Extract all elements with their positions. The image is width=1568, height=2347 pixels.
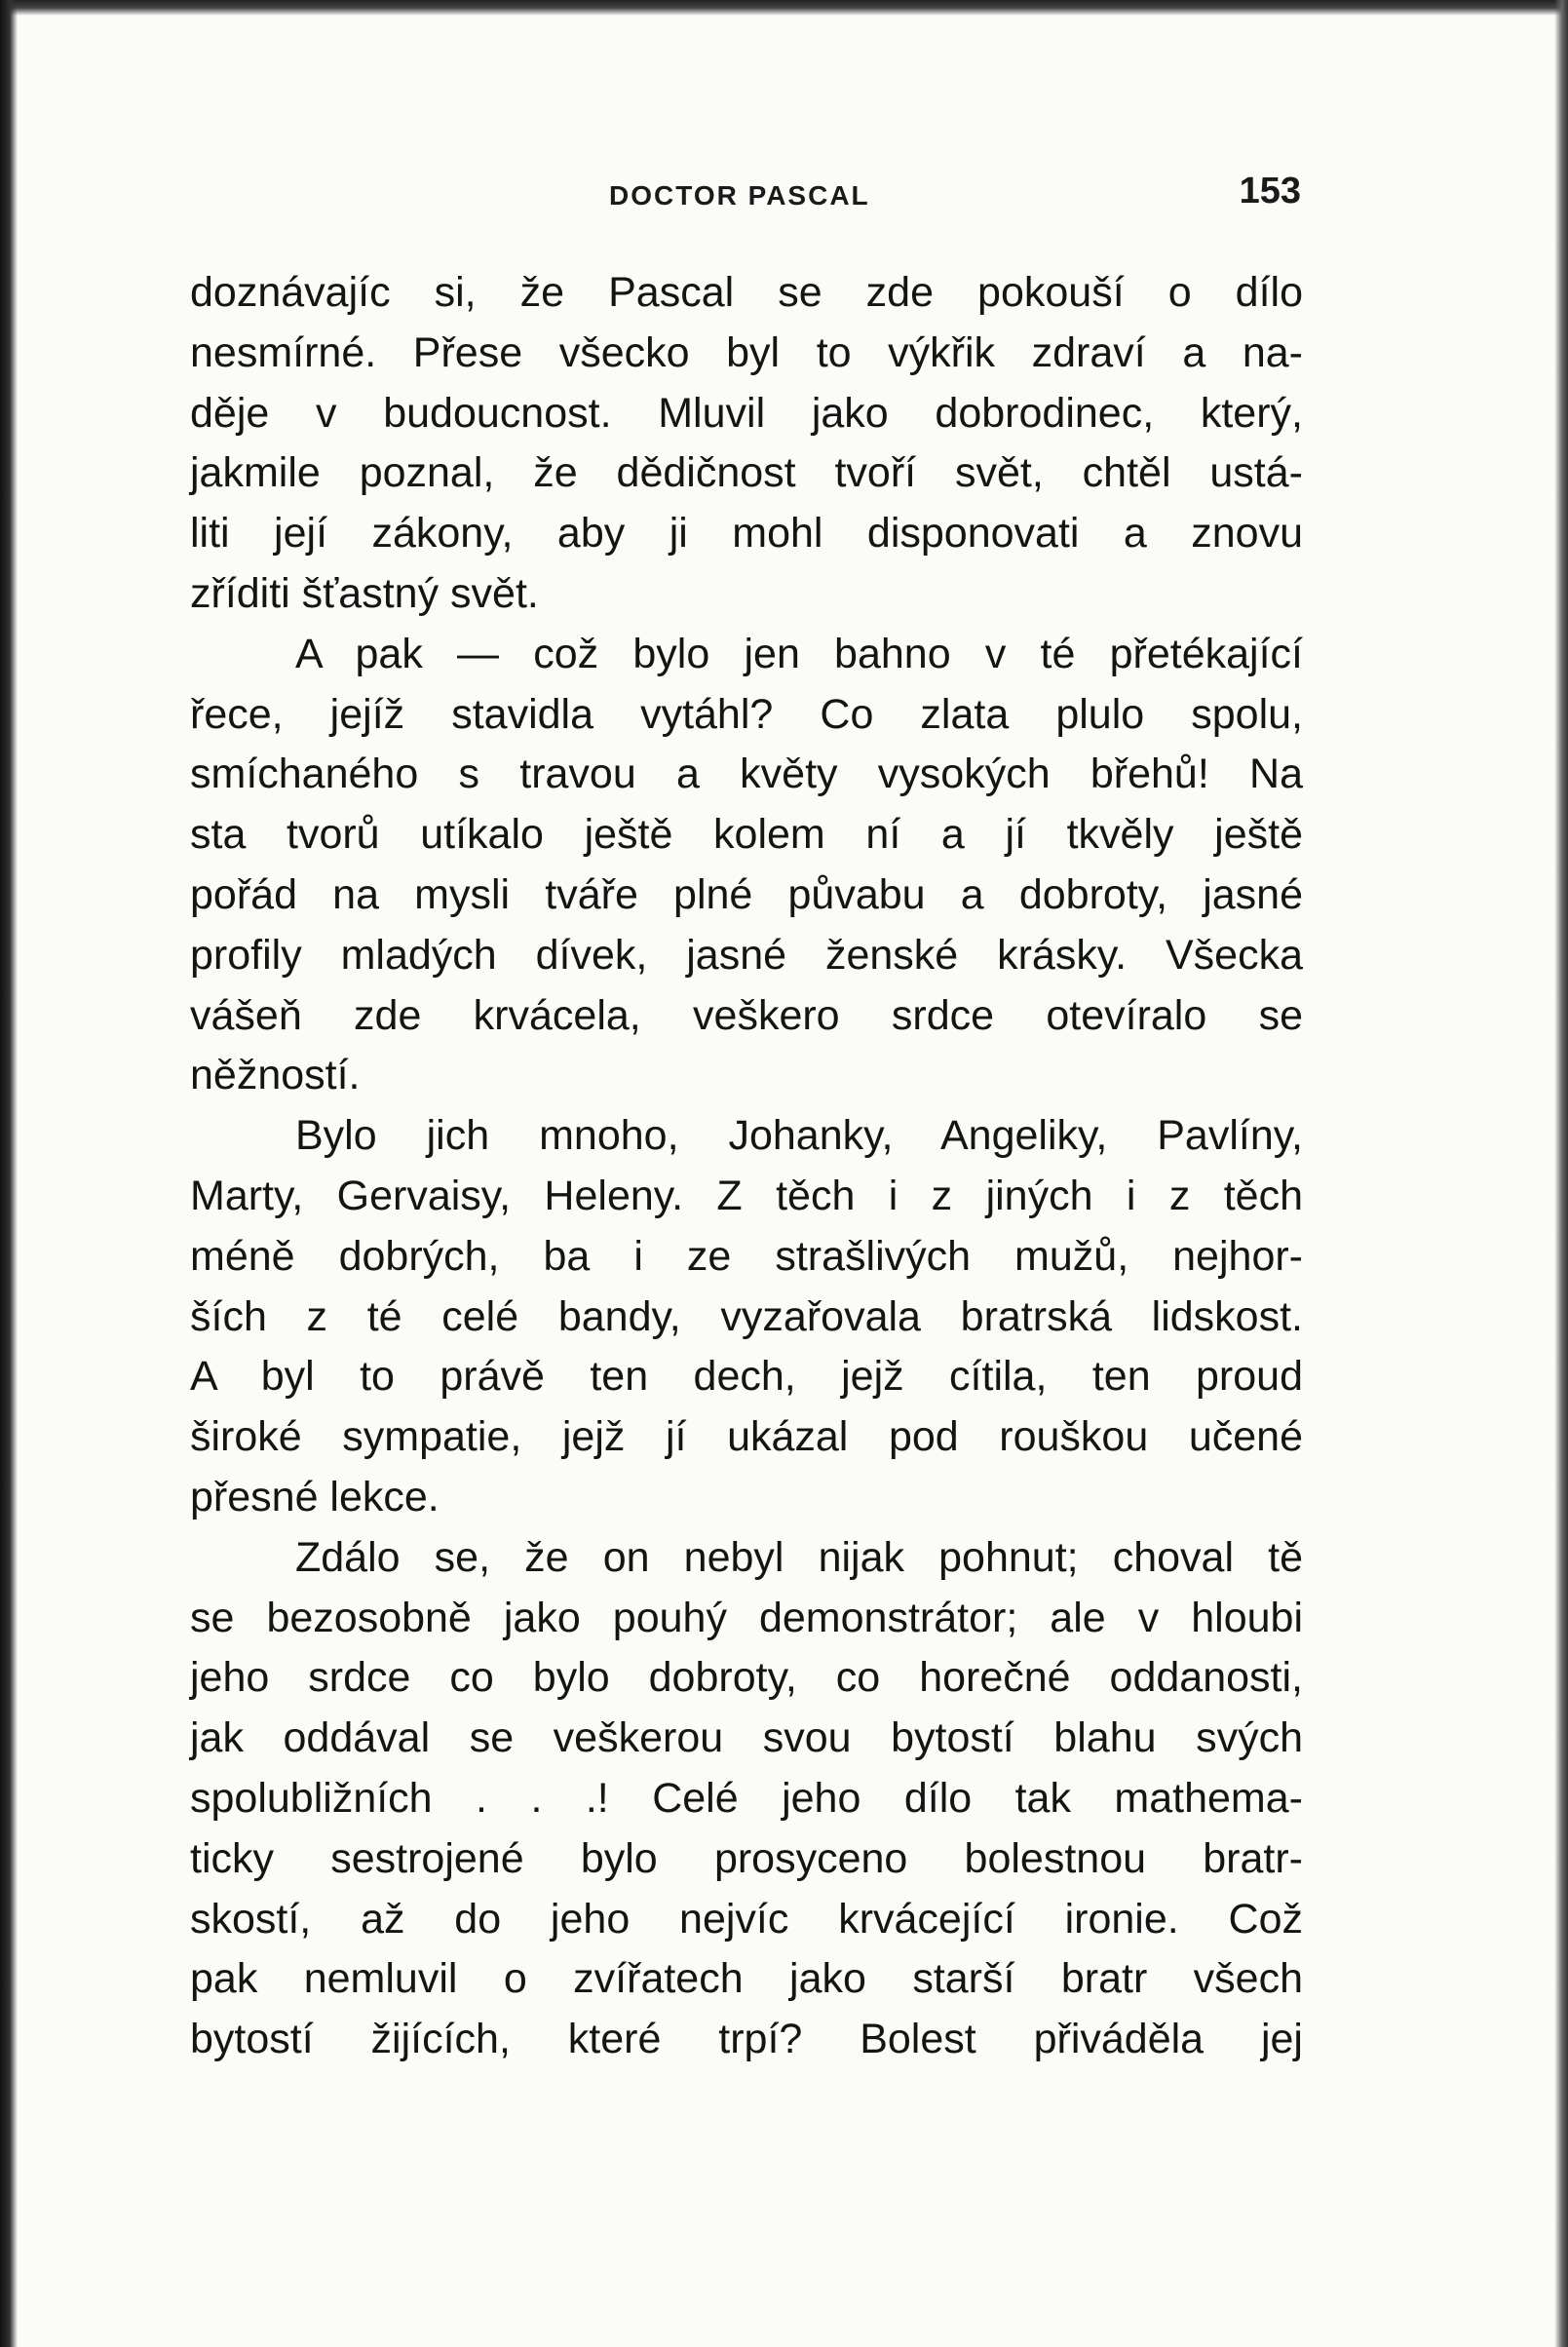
- text-line: široké sympatie, jejž jí ukázal pod rouškou učené: [190, 1413, 1303, 1461]
- text-line: jeho srdce co bylo dobroty, co horečné oddanosti,: [190, 1654, 1303, 1702]
- scan-edge-left: [0, 0, 18, 2347]
- text-line: doznávajíc si, že Pascal se zde pokouší o dílo: [190, 269, 1303, 316]
- text-line: přesné lekce.: [190, 1473, 440, 1520]
- text-line: méně dobrých, ba i ze strašlivých mužů, nejhor-: [190, 1232, 1303, 1280]
- text-line: Bylo jich mnoho, Johanky, Angeliky, Pavlíny,: [295, 1112, 1303, 1160]
- text-line: A pak — což bylo jen bahno v té přetékající: [295, 630, 1303, 677]
- text-line: Marty, Gervaisy, Heleny. Z těch i z jiných i z těch: [190, 1172, 1303, 1219]
- body-text: [190, 263, 1303, 2070]
- text-line: bytostí žijících, které trpí? Bolest přiváděla jej: [190, 2016, 1303, 2063]
- text-line: Zdálo se, že on nebyl nijak pohnut; choval tě: [295, 1533, 1303, 1581]
- text-line: pak nemluvil o zvířatech jako starší bratr všech: [190, 1955, 1303, 2003]
- text-line: děje v budoucnost. Mluvil jako dobrodinec, který,: [190, 389, 1303, 437]
- scan-edge-top: [0, 0, 1568, 16]
- text-line: ších z té celé bandy, vyzařovala bratrská lidskost.: [190, 1292, 1303, 1340]
- scan-edge-right: [1554, 0, 1568, 2347]
- text-line: profily mladých dívek, jasné ženské krásky. Všecka: [190, 931, 1303, 979]
- text-line: jak oddával se veškerou svou bytostí blahu svých: [190, 1714, 1303, 1762]
- text-line: skostí, až do jeho nejvíc krvácející ironie. Což: [190, 1895, 1303, 1943]
- text-line: něžností.: [190, 1052, 361, 1099]
- text-line: spolubližních . . .! Celé jeho dílo tak mathema-: [190, 1774, 1303, 1822]
- text-line: sta tvorů utíkalo ještě kolem ní a jí tkvěly ještě: [190, 811, 1303, 859]
- text-line: smíchaného s travou a květy vysokých břehů! Na: [190, 750, 1303, 798]
- text-line: řece, jejíž stavidla vytáhl? Co zlata plulo spolu,: [190, 690, 1303, 738]
- text-line: zříditi šťastný svět.: [190, 569, 539, 617]
- text-line: jakmile poznal, že dědičnost tvoří svět, chtěl ustá-: [190, 449, 1303, 497]
- running-title: DOCTOR PASCAL: [609, 180, 870, 211]
- page-header: [190, 171, 1301, 219]
- text-line: A byl to právě ten dech, jejž cítila, ten proud: [190, 1353, 1303, 1401]
- text-line: ticky sestrojené bylo prosyceno bolestnou bratr-: [190, 1834, 1303, 1882]
- text-line: nesmírné. Přese všecko byl to výkřik zdraví a na-: [190, 328, 1303, 376]
- text-line: liti její zákony, aby ji mohl disponovati a znovu: [190, 510, 1303, 558]
- page-number: 153: [1239, 171, 1301, 212]
- text-line: vášeň zde krvácela, veškero srdce otevíralo se: [190, 991, 1303, 1039]
- text-line: se bezosobně jako pouhý demonstrátor; ale v hloubi: [190, 1594, 1303, 1641]
- text-line: pořád na mysli tváře plné půvabu a dobroty, jasné: [190, 870, 1303, 918]
